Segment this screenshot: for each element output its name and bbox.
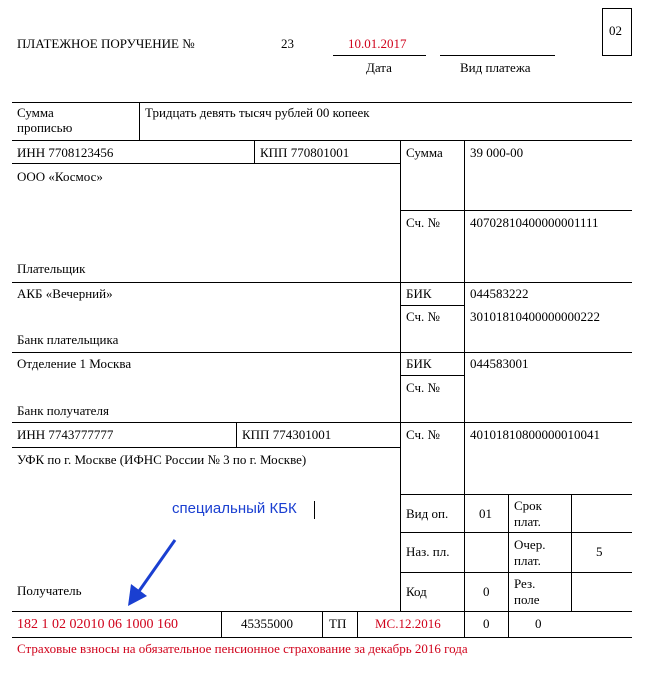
kbk-code: 182 1 02 02010 06 1000 160 [17, 617, 178, 632]
tax-basis: ТП [329, 616, 347, 631]
form-code: 02 [609, 23, 622, 38]
tax-doc-number: 0 [483, 616, 490, 631]
term-label-2: плат. [514, 514, 541, 529]
payer-inn: ИНН 7708123456 [17, 145, 114, 160]
payer-bank-bik-label: БИК [406, 286, 432, 301]
code-label: Код [406, 584, 427, 599]
document-title: ПЛАТЕЖНОЕ ПОРУЧЕНИЕ № [17, 36, 195, 51]
priority-label-2: плат. [514, 553, 541, 568]
op-type-value: 01 [479, 506, 492, 521]
payee-name: УФК по г. Москве (ИФНС России № 3 по г. Москве) [17, 452, 307, 467]
amount-words-value: Тридцать девять тысяч рублей 00 копеек [145, 105, 370, 120]
sum-value: 39 000-00 [470, 145, 524, 160]
payer-bank-bik-value: 044583222 [470, 286, 529, 301]
payer-bank-label: Банк плательщика [17, 332, 119, 347]
payer-bank-name: АКБ «Вечерний» [17, 286, 113, 301]
purpose-label: Наз. пл. [406, 544, 450, 559]
tax-doc-date: 0 [535, 616, 542, 631]
payment-type-label: Вид платежа [460, 60, 531, 75]
document-number: 23 [281, 36, 294, 51]
payer-bank-account-label: Сч. № [406, 309, 440, 324]
date-label: Дата [366, 60, 392, 75]
amount-words-label-2: прописью [17, 120, 73, 135]
code-value: 0 [483, 584, 490, 599]
oktmo-code: 45355000 [241, 616, 293, 631]
sum-label: Сумма [406, 145, 443, 160]
payee-kpp: КПП 774301001 [242, 427, 332, 442]
payee-bank-account-label: Сч. № [406, 380, 440, 395]
document-date: 10.01.2017 [348, 36, 407, 51]
payer-label: Плательщик [17, 261, 86, 276]
payee-label: Получатель [17, 583, 82, 598]
payer-name: ООО «Космос» [17, 169, 103, 184]
payment-purpose: Страховые взносы на обязательное пенсионное страхование за декабрь 2016 года [17, 641, 468, 656]
priority-value: 5 [596, 544, 603, 559]
tax-period: МС.12.2016 [375, 616, 441, 631]
payer-kpp: КПП 770801001 [260, 145, 350, 160]
payer-account-label: Сч. № [406, 215, 440, 230]
payee-bank-bik-value: 044583001 [470, 356, 529, 371]
payee-bank-bik-label: БИК [406, 356, 432, 371]
payee-bank-label: Банк получателя [17, 403, 109, 418]
term-label-1: Срок [514, 498, 542, 513]
annotation-text: специальный КБК [172, 500, 297, 517]
reserve-label-2: поле [514, 592, 540, 607]
op-type-label: Вид оп. [406, 506, 449, 521]
payee-inn: ИНН 7743777777 [17, 427, 114, 442]
payee-account-label: Сч. № [406, 427, 440, 442]
payer-account-value: 40702810400000001111 [470, 215, 599, 230]
payer-bank-account-value: 30101810400000000222 [470, 309, 600, 324]
priority-label-1: Очер. [514, 537, 546, 552]
payee-bank-name: Отделение 1 Москва [17, 356, 132, 371]
amount-words-label-1: Сумма [17, 105, 54, 120]
payee-account-value: 40101810800000010041 [470, 427, 600, 442]
reserve-label-1: Рез. [514, 576, 536, 591]
